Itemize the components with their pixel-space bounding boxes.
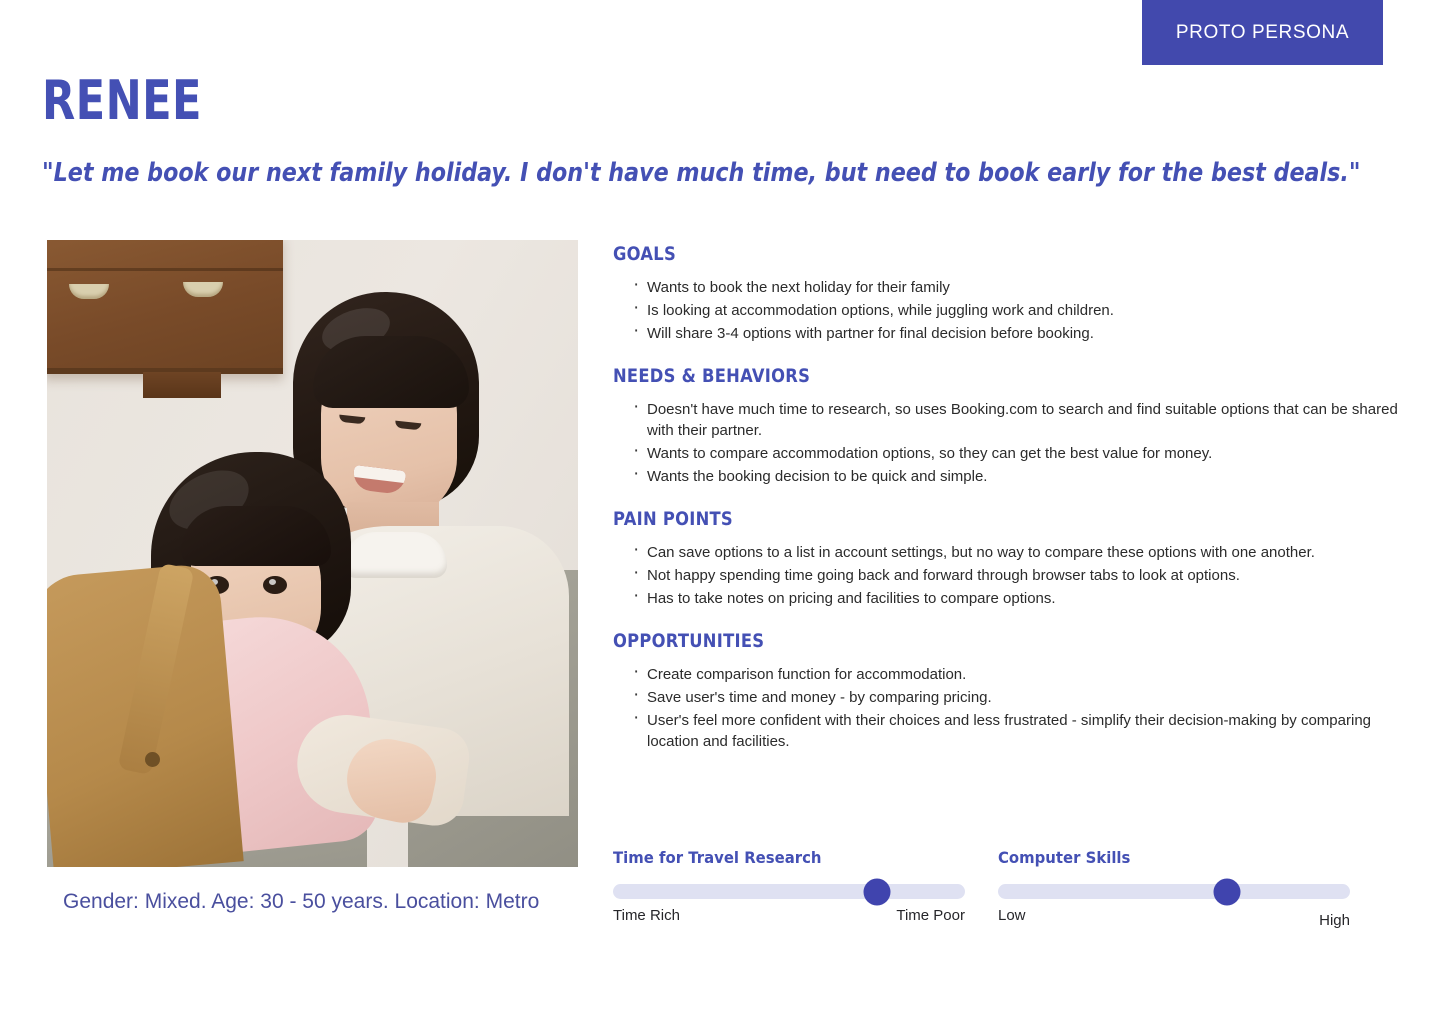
persona-photo [47,240,578,867]
proto-persona-badge-label: PROTO PERSONA [1175,21,1350,43]
section-heading-opportunities: OPPORTUNITIES [613,630,765,652]
section-opportunities [613,630,1403,752]
pain-points-bullet-list [613,542,1403,609]
section-heading-needs-behaviors: NEEDS & BEHAVIORS [613,365,811,387]
slider-title-computer-skills: Computer Skills [998,848,1131,867]
section-needs-behaviors [613,365,1403,487]
section-pain-points [613,508,1403,609]
slider-thumb-time-for-travel-research[interactable] [864,878,891,905]
list-item: · Save user's time and money - by comparing pricing. [613,687,1403,708]
list-item: · Can save options to a list in account settings, but no way to compare these options with one another. [613,542,1403,563]
list-item: · Is looking at accommodation options, while juggling work and children. [613,300,1403,321]
photo-child-eye [263,576,287,594]
list-item: · Create comparison function for accommodation. [613,664,1403,685]
slider-time-for-travel-research [613,848,965,933]
photo-mother-hair-front [313,336,469,408]
slider-right-label: Time Poor [896,907,965,924]
list-item: · Wants to compare accommodation options, so they can get the best value for money. [613,443,1403,464]
dresser-handle-icon [183,282,223,297]
slider-title-time-for-travel-research: Time for Travel Research [613,848,822,867]
list-item: · User's feel more confident with their choices and less frustrated - simplify their decision-making by comparing location and facilities. [613,710,1403,752]
photo-dresser-leg [143,372,221,398]
section-heading-pain-points: PAIN POINTS [613,508,733,530]
list-item: · Wants to book the next holiday for their family [613,277,1403,298]
needs-behaviors-bullet-list [613,399,1403,487]
slider-left-label: Low [998,907,1026,924]
goals-bullet-list [613,277,1403,344]
photo-wooden-dresser [47,240,283,374]
slider-track-computer-skills[interactable] [998,884,1350,899]
persona-demographics-caption: Gender: Mixed. Age: 30 - 50 years. Location: Metro [63,890,540,913]
section-heading-goals: GOALS [613,243,676,265]
photo-child-overall-button [145,752,160,767]
slider-endpoint-labels [613,907,965,933]
photo-mother-collar [343,532,447,578]
list-item: · Wants the booking decision to be quick and simple. [613,466,1403,487]
slider-track-time-for-travel-research[interactable] [613,884,965,899]
persona-name: RENEE [42,69,202,132]
persona-sections [613,243,1403,773]
slider-thumb-computer-skills[interactable] [1213,878,1240,905]
list-item: · Doesn't have much time to research, so uses Booking.com to search and find suitable options that can be shared with their partner. [613,399,1403,441]
list-item: · Will share 3-4 options with partner for final decision before booking. [613,323,1403,344]
persona-sliders [613,848,1403,933]
persona-photo-illustration [47,240,578,867]
slider-left-label: Time Rich [613,907,680,924]
section-goals [613,243,1403,344]
slider-endpoint-labels [998,907,1350,933]
persona-quote: "Let me book our next family holiday. I don't have much time, but need to book early for the best deals." [42,158,1361,188]
list-item: · Has to take notes on pricing and facilities to compare options. [613,588,1403,609]
photo-child-fringe [181,506,331,566]
proto-persona-badge [1142,0,1383,65]
slider-right-label: High [1319,912,1350,929]
dresser-handle-icon [69,284,109,299]
list-item: · Not happy spending time going back and forward through browser tabs to look at options. [613,565,1403,586]
opportunities-bullet-list [613,664,1403,752]
slider-computer-skills [998,848,1350,933]
